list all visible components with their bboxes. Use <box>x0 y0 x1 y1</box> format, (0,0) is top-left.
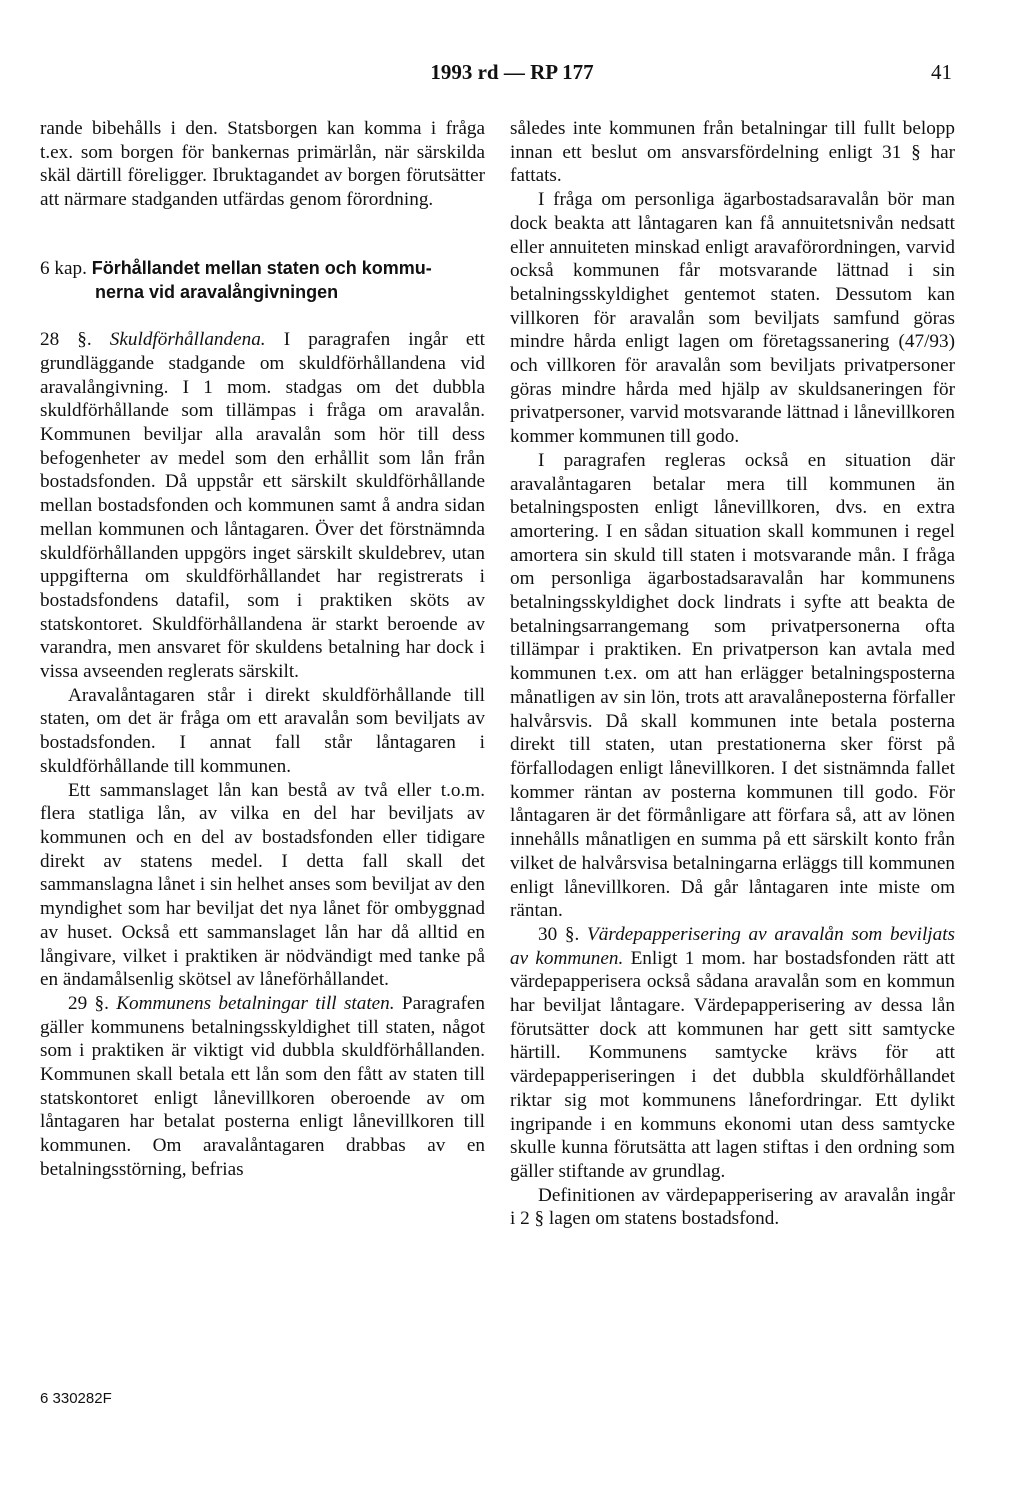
chapter-heading <box>40 257 485 304</box>
page-number: 41 <box>931 60 952 84</box>
right-column <box>510 117 955 1231</box>
section-number: 28 §. <box>40 329 92 351</box>
print-code: 6 330282F <box>40 1390 112 1407</box>
paragraph: Definitionen av värdepapperisering av aravalån ingår i 2 § lagen om statens bostadsfond. <box>510 1184 955 1230</box>
paragraph: I fråga om personliga ägarbostadsaravalån bör man dock beakta att låntagaren kan få annuitetsnivån nedsatt eller annuiteten minskad enligt aravaförordningen, varvid också kommunen får motsvarande lättnad i sin betalningsskyldighet gentemot staten. Dessutom kan villkoren för aravalån som beviljats samfund göras mindre hårda enligt lagen om företagssanering (47/93) och villkoren för aravalån som beviljats privatpersoner göras mindre hårda med hjälp av skuldsaneringen för privatpersoner, varvid motsvarande lättnad i lånevillkoren kommer kommunen till godo. <box>510 189 955 448</box>
section-title: Kommunens betalningar till staten. <box>116 992 395 1014</box>
left-column <box>40 117 485 1182</box>
section-title: Värdepapperisering av aravalån som beviljats av kommunen. <box>510 923 956 969</box>
section-text: I paragrafen ingår ett grundläggande stadgande om skuldförhållandena vid aravalångivning. I 1 mom. stadgas om det dubbla skuldförhållande som tillämpas i fråga om aravalån. Kommunen beviljar alla aravalån som hör till dess befogenheter av medel som den erhållit som lån från bostadsfonden. Då uppstår ett särskilt skuldförhållande mellan bostadsfonden och kommunen samt å andra sidan mellan kommunen och låntagaren. Över det förstnämnda skuldförhållanden uppgörs inget särskilt skuldebrev, utan uppgifterna om skuldförhållandet har registrerats i bostadsfondens datafil, som i praktiken sköts av statskontoret. Skuldförhållandena är starkt beroende av varandra, men ansvaret för skuldens betalning har dock i vissa avseenden reglerats särskilt. <box>40 329 486 683</box>
section-29 <box>40 992 485 1182</box>
chapter-title-line-2: nerna vid aravalångivningen <box>95 281 339 302</box>
paragraph: Aravalåntagaren står i direkt skuldförhållande till staten, om det är fråga om ett aravalån som beviljats av bostadsfonden. I annat fall står låntagaren i skuldförhållande till kommunen. <box>40 684 485 777</box>
running-title: 1993 rd — RP 177 <box>430 60 594 84</box>
section-28 <box>40 328 485 684</box>
chapter-title-line-1: Förhållandet mellan staten och kommu- <box>91 257 432 278</box>
paragraph: I paragrafen regleras också en situation där aravalåntagaren betalar mera till kommunen än betalningsposten enligt lånevillkoren, dvs. en extra amortering. I en sådan situation skall kommunen i regel amortera sin skuld till staten i motsvarande mån. I fråga om personliga ägarbostadsaravalån har kommunens betalningsskyldighet dock lindrats i syfte att beakta de betalningsarrangemang som privatpersonerna ofta tillämpar i praktiken. En privatperson kan avtala med kommunen t.ex. om att han erlägger betalningsposterna månatligen av sin lön, trots att aravalåneposterna förfaller halvårsvis. Då skall kommunen inte betala posterna direkt till staten, utan prestationerna sker först på förfallodagen enligt lånevillkoren. I det sistnämnda fallet kommer räntan av posterna kommunen till godo. För låntagaren är det förmånligare att förfara så, att av lönen innehålls månatligen en summa på ett särskilt konto från vilket de halvårsvisa betalningarna erläggs till kommunen enligt lånevillkoren. Då går låntagaren inte miste om räntan. <box>510 449 955 922</box>
paragraph: rande bibehålls i den. Statsborgen kan komma i fråga t.ex. som borgen för bankernas primärlån, när särskilda skäl därtill föreligger. Ibruktagandet av borgen förutsätter att närmare stadganden utfärdas genom förordning. <box>40 118 485 211</box>
chapter-number: 6 kap. <box>40 257 87 279</box>
paragraph: således inte kommunen från betalningar till fullt belopp innan ett beslut om ansvarsfördelning enligt 31 § har fattats. <box>510 118 955 187</box>
page-header <box>0 58 1024 92</box>
section-text: Enligt 1 mom. har bostadsfonden rätt att värdepapperisera också sådana aravalån som en kommun har beviljat låntagare. Värdepapperisering av dessa lån förutsätter dock att kommunen har gett sitt samtycke härtill. Kommunens samtycke krävs för att värdepapperiseringen i det dubbla skuldförhållandet riktar sig mot kommunens lånefordringar. Ett dylikt ingripande i en kommuns ekonomi utan dess samtycke skulle kunna förutsätta att lagen stiftas i den ordning som gäller stiftande av grundlag. <box>510 947 955 1182</box>
section-title: Skuldförhållandena. <box>109 329 266 351</box>
section-text: Paragrafen gäller kommunens betalningsskyldighet till staten, något som i praktiken är viktigt vid dubbla skuldförhållanden. Kommunen skall betala ett lån som den fått av staten till statskontoret enligt lånevillkoren oberoende av om låntagaren har betalat posterna enligt lånevillkoren till kommunen. Om aravalåntagaren drabbas av en betalningsstörning, befrias <box>40 992 485 1180</box>
section-30 <box>510 923 955 1184</box>
paragraph: Ett sammanslaget lån kan bestå av två eller t.o.m. flera statliga lån, av vilka en del har beviljats av kommunen och en del av bostadsfonden eller tidigare direkt av statens medel. I detta fall skall det sammanslagna lånet i sin helhet anses som beviljat av den myndighet som har beviljat det nya lånet för ombyggnad av huset. Också ett sammanslaget lån har då alltid en långivare, vilket i praktiken är nödvändigt med tanke på en ändamålsenlig skötsel av låneförhållandet. <box>40 779 485 991</box>
section-number: 30 §. <box>538 923 580 945</box>
section-number: 29 §. <box>68 992 109 1014</box>
